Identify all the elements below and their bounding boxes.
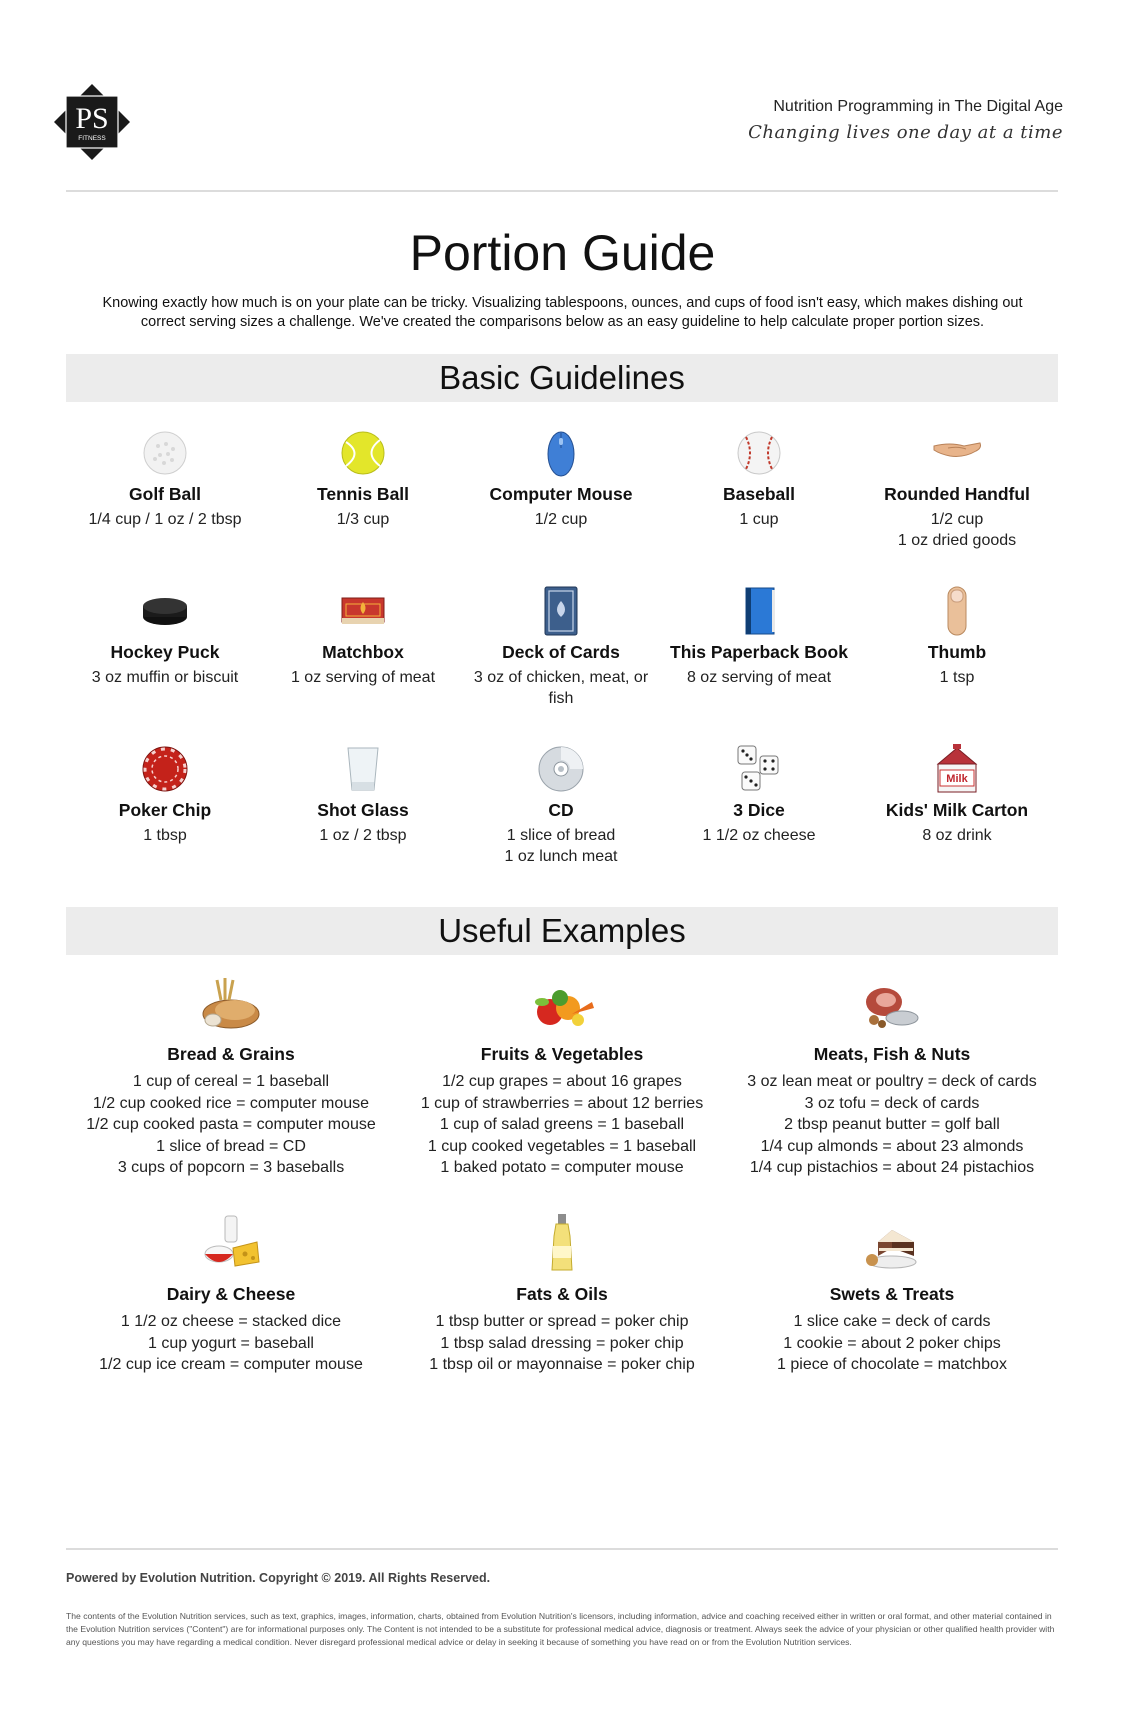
guide-name: Tennis Ball xyxy=(316,484,410,504)
fruits-vegetables-icon xyxy=(522,972,602,1038)
footer-divider xyxy=(66,1548,1058,1550)
guide-cd xyxy=(462,742,660,867)
poker-chip-icon xyxy=(138,742,192,796)
guide-name: 3 Dice xyxy=(733,800,785,820)
handful-icon xyxy=(930,426,984,480)
guide-desc: 3 oz of chicken, meat, or fish xyxy=(473,669,649,707)
example-name: Swets & Treats xyxy=(829,1284,955,1304)
example-sweets-treats xyxy=(727,1212,1057,1376)
guide-desc: 8 oz drink xyxy=(922,827,992,844)
paperback-book-icon xyxy=(732,584,786,638)
example-lines: 1 cup of cereal = 1 baseball 1/2 cup cooked rice = computer mouse 1/2 cup cooked pasta = computer mouse 1 slice of bread = CD 3 cups of popcorn = 3 baseballs xyxy=(86,1073,376,1176)
matchbox-icon xyxy=(336,584,390,638)
guide-desc: 1 slice of bread 1 oz lunch meat xyxy=(504,827,618,865)
example-name: Bread & Grains xyxy=(167,1044,295,1064)
guide-3-dice xyxy=(660,742,858,846)
dairy-cheese-icon xyxy=(191,1212,271,1278)
guide-desc: 3 oz muffin or biscuit xyxy=(91,669,239,686)
guide-name: Thumb xyxy=(927,642,987,662)
fats-oils-icon xyxy=(522,1212,602,1278)
guide-hockey-puck xyxy=(66,584,264,688)
guide-baseball xyxy=(660,426,858,530)
guide-desc: 1 tsp xyxy=(939,669,975,686)
header-tagline xyxy=(748,98,1063,143)
guide-desc: 1/3 cup xyxy=(336,511,390,528)
logo-letters: PS xyxy=(75,102,109,135)
page-title: Portion Guide xyxy=(409,225,716,281)
sweets-treats-icon xyxy=(852,1212,932,1278)
example-bread-grains xyxy=(66,972,396,1179)
deck-of-cards-icon xyxy=(534,584,588,638)
guide-rounded-handful xyxy=(858,426,1056,551)
guide-desc: 8 oz serving of meat xyxy=(686,669,832,686)
example-name: Dairy & Cheese xyxy=(166,1284,296,1304)
guide-desc: 1 oz serving of meat xyxy=(290,669,436,686)
example-lines: 1 1/2 oz cheese = stacked dice 1 cup yogurt = baseball 1/2 cup ice cream = computer mouse xyxy=(99,1313,363,1373)
baseball-icon xyxy=(732,426,786,480)
example-dairy-cheese xyxy=(66,1212,396,1376)
guide-desc: 1 cup xyxy=(739,511,779,528)
guide-name: Matchbox xyxy=(322,642,404,662)
milk-carton-icon xyxy=(930,742,984,796)
golf-ball-icon xyxy=(138,426,192,480)
header-divider xyxy=(66,190,1058,192)
useful-examples-heading: Useful Examples xyxy=(66,907,1058,955)
guide-name: Deck of Cards xyxy=(502,642,620,662)
guide-name: Poker Chip xyxy=(118,800,212,820)
basic-guidelines-heading: Basic Guidelines xyxy=(66,354,1058,402)
guide-desc: 1/4 cup / 1 oz / 2 tbsp xyxy=(88,511,242,528)
dice-icon xyxy=(732,742,786,796)
guide-golf-ball xyxy=(66,426,264,530)
guide-shot-glass xyxy=(264,742,462,846)
hockey-puck-icon xyxy=(138,584,192,638)
guide-computer-mouse xyxy=(462,426,660,530)
example-fats-oils xyxy=(397,1212,727,1376)
guide-tennis-ball xyxy=(264,426,462,530)
ps-fitness-logo xyxy=(52,82,132,162)
example-fruits-vegetables xyxy=(397,972,727,1179)
guide-name: Golf Ball xyxy=(129,484,201,504)
guide-name: This Paperback Book xyxy=(670,642,848,662)
guide-desc: 1 1/2 oz cheese xyxy=(702,827,816,844)
powered-by-text: Powered by Evolution Nutrition. Copyright © 2019. All Rights Reserved. xyxy=(66,1571,491,1585)
guide-name: Kids' Milk Carton xyxy=(885,800,1029,820)
guide-desc: 1/2 cup 1 oz dried goods xyxy=(897,511,1017,549)
tennis-ball-icon xyxy=(336,426,390,480)
guide-paperback-book xyxy=(660,584,858,688)
tagline-text: Nutrition Programming in The Digital Age xyxy=(773,98,1063,115)
guide-name: Rounded Handful xyxy=(884,484,1030,504)
slogan-text: Changing lives one day at a time xyxy=(748,122,1063,143)
guide-name: CD xyxy=(548,800,574,820)
guide-kids-milk-carton xyxy=(858,742,1056,846)
meats-fish-nuts-icon xyxy=(852,972,932,1038)
guide-name: Computer Mouse xyxy=(489,484,633,504)
guide-name: Baseball xyxy=(723,484,795,504)
logo-sub: FITNESS xyxy=(78,135,106,142)
thumb-icon xyxy=(930,584,984,638)
example-lines: 3 oz lean meat or poultry = deck of cards 3 oz tofu = deck of cards 2 tbsp peanut butter = golf ball 1/4 cup almonds = about 23 almonds 1/4 cup pistachios = about 24 pistachios xyxy=(747,1073,1037,1176)
guide-poker-chip xyxy=(66,742,264,846)
guide-desc: 1/2 cup xyxy=(534,511,588,528)
guide-deck-of-cards xyxy=(462,584,660,709)
example-lines: 1 slice cake = deck of cards 1 cookie = about 2 poker chips 1 piece of chocolate = matchbox xyxy=(777,1313,1007,1373)
guide-desc: 1 oz / 2 tbsp xyxy=(319,827,407,844)
example-meats-fish-nuts xyxy=(727,972,1057,1179)
cd-icon xyxy=(534,742,588,796)
example-lines: 1/2 cup grapes = about 16 grapes 1 cup of strawberries = about 12 berries 1 cup of salad greens = 1 baseball 1 cup cooked vegetables = 1 baseball 1 baked potato = computer mouse xyxy=(420,1073,704,1176)
milk-carton-label: Milk xyxy=(946,773,968,785)
computer-mouse-icon xyxy=(534,426,588,480)
example-name: Fats & Oils xyxy=(516,1284,608,1304)
guide-matchbox xyxy=(264,584,462,688)
example-name: Meats, Fish & Nuts xyxy=(813,1044,971,1064)
guide-name: Shot Glass xyxy=(317,800,409,820)
guide-thumb xyxy=(858,584,1056,688)
example-lines: 1 tbsp butter or spread = poker chip 1 tbsp salad dressing = poker chip 1 tbsp oil or mayonnaise = poker chip xyxy=(429,1313,695,1373)
bread-grains-icon xyxy=(191,972,271,1038)
intro-text: Knowing exactly how much is on your plate can be tricky. Visualizing tablespoons, ounces, and cups of food isn't easy, which makes dishing out correct serving sizes a challenge. We've created the comparisons below as an easy guideline to help calculate proper portion sizes. xyxy=(102,295,1023,330)
disclaimer-text: The contents of the Evolution Nutrition services, such as text, graphics, images, information, charts, obtained from Evolution Nutrition's licensors, including information, advice and coaching received either in written or oral format, and other material contained in the Evolution Nutrition services ("Content") are for informational purposes only. The Content is not intended to be a substitute for professional medical advice, diagnosis or treatment. Always seek the advice of your physician or other qualified health provider with any questions you may have regarding a medical condition. Never disregard professional medical advice or delay in seeking it because of something you have read on or from the Evolution Nutrition services. xyxy=(66,1611,1055,1647)
example-name: Fruits & Vegetables xyxy=(480,1044,644,1064)
guide-name: Hockey Puck xyxy=(110,642,220,662)
shot-glass-icon xyxy=(336,742,390,796)
guide-desc: 1 tbsp xyxy=(143,827,187,844)
